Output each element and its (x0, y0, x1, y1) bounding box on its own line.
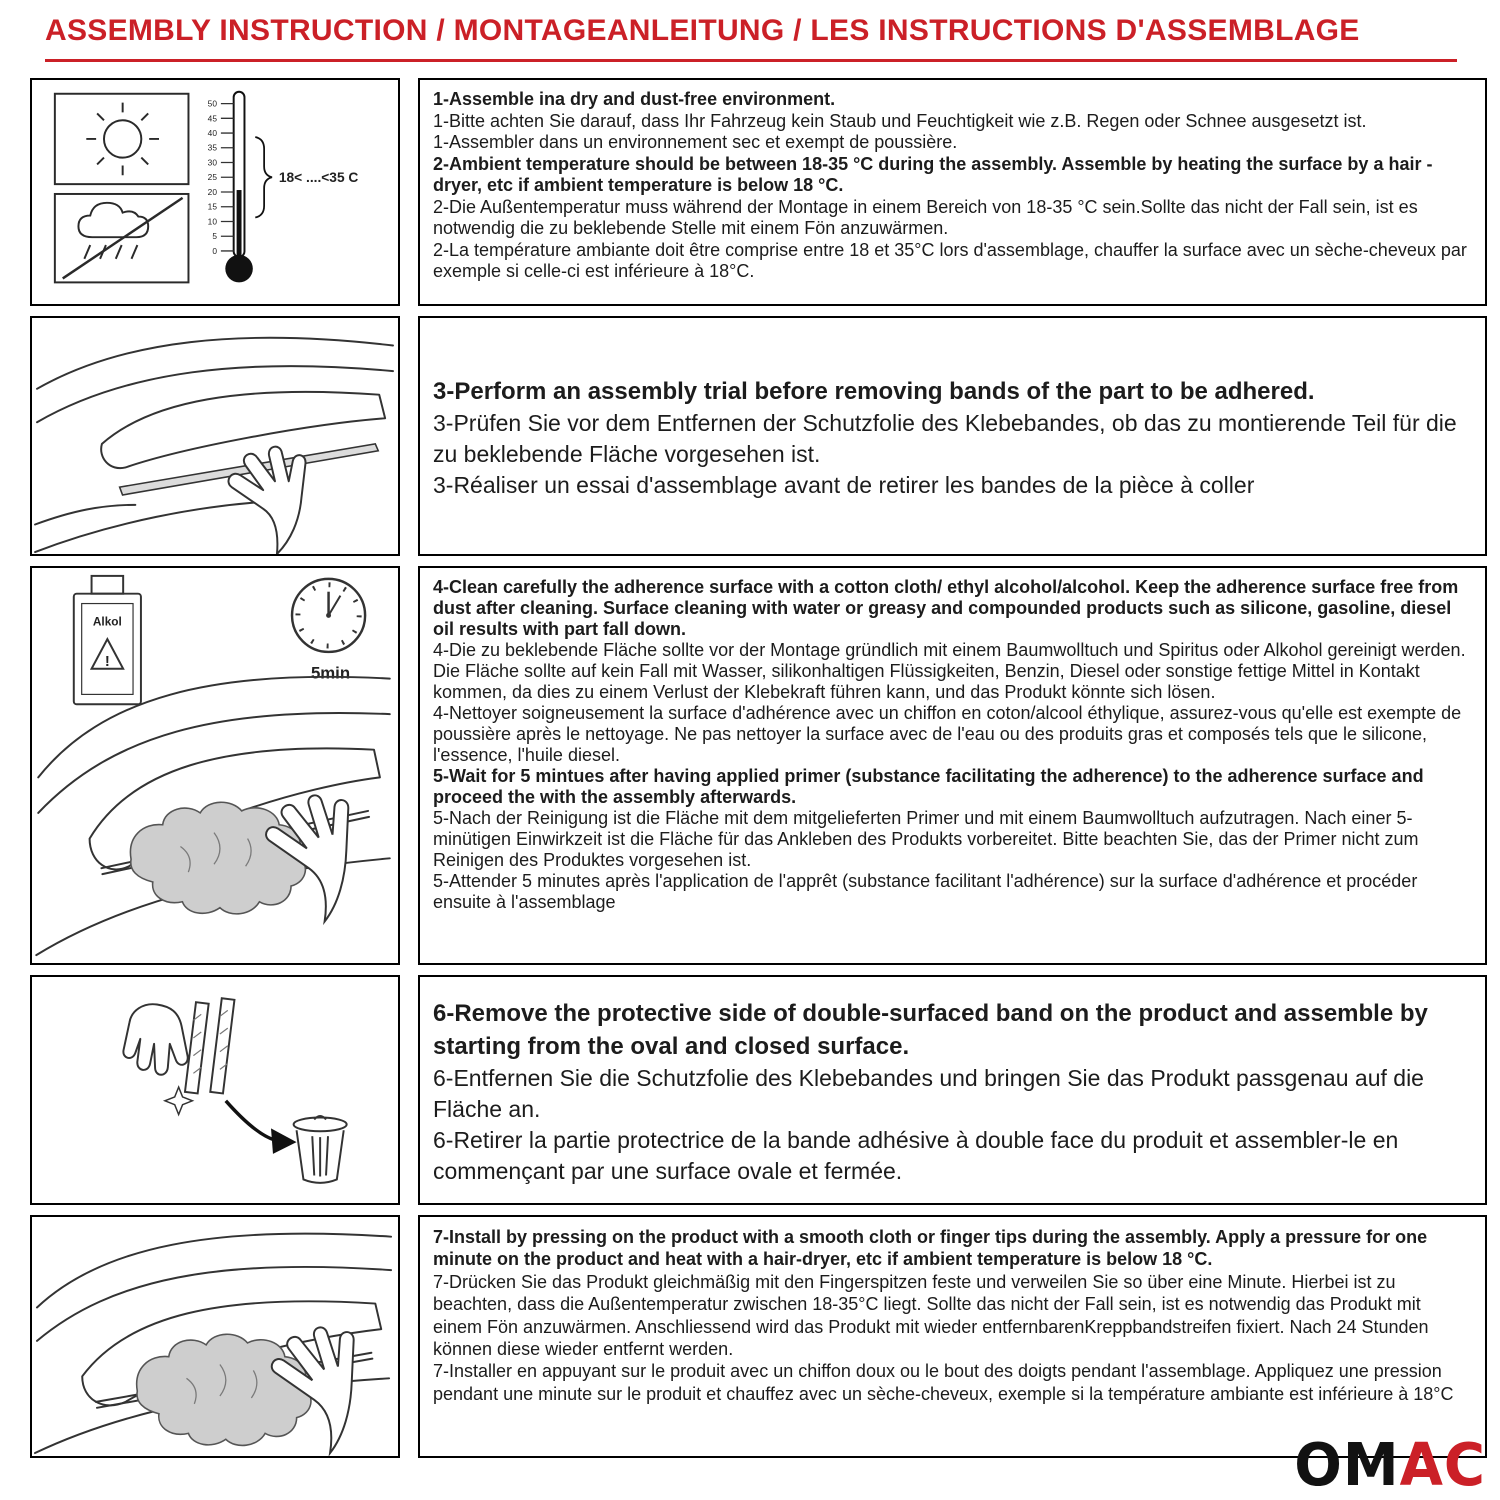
logo-text-black: OM (1294, 1431, 1400, 1500)
step-3-fr: 3-Réaliser un essai d'assemblage avant de retirer les bandes de la pièce à coller (433, 471, 1255, 498)
press-install-illustration (32, 1217, 398, 1456)
title-underline (45, 59, 1457, 62)
step-5-en: 5-Wait for 5 mintues after having applied primer (substance facilitating the adherence) to the adherence surface and proceed the with the assembly afterwards. (433, 766, 1424, 807)
scale-50: 50 (207, 98, 217, 109)
step-2-fr: 2-La température ambiante doit être comprise entre 18 et 35°C lors d'assemblage, chauffer la surface avec un sèche-cheveux par exemple si celle-ci est inférieure à 18°C. (433, 239, 1467, 281)
clock-label: 5min (310, 663, 351, 683)
trial-fit-illustration (32, 318, 398, 554)
thermometer-icon (208, 92, 359, 283)
rain-cloud-icon (78, 203, 148, 237)
figure-remove-band (30, 975, 400, 1205)
scale-15: 15 (207, 201, 217, 212)
section-press-install (30, 1215, 1487, 1458)
omac-logo (1294, 1431, 1486, 1499)
section-environment (30, 78, 1487, 306)
step-1-de: 1-Bitte achten Sie darauf, dass Ihr Fahrzeug kein Staub und Feuchtigkeit wie z.B. Regen oder Schnee ausgesetzt ist. (433, 110, 1367, 131)
text-clean-primer (418, 566, 1487, 965)
step-5-de: 5-Nach der Reinigung ist die Fläche mit dem mitgelieferten Primer und mit einem Baumwolltuch aufzutragen. Nach einer 5-minütigen Einwirkzeit ist die Fläche für das Ankleben des Produkts vorbereitet. Bitte beachten Sie, das der Primer nicht zum Reinigen des Produktes vorgesehen ist. (433, 808, 1419, 870)
scale-20: 20 (207, 186, 217, 197)
clock-icon (292, 579, 365, 652)
roof-line (37, 338, 393, 389)
figure-assembly-trial (30, 316, 400, 556)
step-7-fr: 7-Installer en appuyant sur le produit avec un chiffon doux ou le bout des doigts pendant l'assemblage. Appliquez une pression pendant une minute sur le produit et chauffez avec un sèche-cheveux, exemple si la température ambiante est inférieure à 18°C (433, 1361, 1454, 1404)
step-7-de: 7-Drücken Sie das Produkt gleichmäßig mit den Fingerspitzen feste und verweilen Sie so über eine Minute. Hierbei ist zu beachten, dass die Außentemperatur zwischen 18-35°C liegt. Sollte das nicht der Fall sein, ist es notwendig das Produkt mit einem Fön anzuwärmen. Anschliessend wird das Produkt mit wieder entfernbarenKreppbandstreifen fixiert. Nach 24 Stunden können diese wieder entfernt werden. (433, 1271, 1429, 1360)
protective-band-1 (185, 1002, 209, 1093)
text-environment (418, 78, 1487, 306)
protective-band-2 (210, 998, 234, 1093)
step-2-de: 2-Die Außentemperatur muss während der Montage in einem Bereich von 18-35 °C sein.Sollte das nicht der Fall sein, ist es notwendig die zu beklebende Stelle mit einem Fön anzuwärmen. (433, 196, 1418, 238)
figure-clean-primer (30, 566, 400, 965)
text-press-install (418, 1215, 1487, 1458)
scale-5: 5 (212, 231, 217, 242)
step-4-de: 4-Die zu beklebende Fläche sollte vor der Montage gründlich mit einem Baumwolltuch und Spiritus oder Alkohol gereinigt werden. Die Fläche sollte auf kein Fall mit Wasser, silikonhaltigen Flüssigkeiten, Benzin, Diesel oder sonstige fettige Mittel in Kontakt kommen, da dies zu einem Verlust der Klebekraft führen kann, und das Produkt könnte sich lösen. (433, 640, 1466, 702)
trash-can-icon (294, 1116, 347, 1183)
section-remove-band (30, 975, 1487, 1205)
logo-text-red: AC (1399, 1431, 1486, 1500)
step-6-de: 6-Entfernen Sie die Schutzfolie des Klebebandes und bringen Sie das Produkt passgenau auf die Fläche an. (433, 1064, 1424, 1122)
cleaning-illustration (32, 568, 398, 963)
scale-40: 40 (207, 128, 217, 138)
page-title: ASSEMBLY INSTRUCTION / MONTAGEANLEITUNG / LES INSTRUCTIONS D'ASSEMBLAGE (45, 14, 1360, 47)
cloth-and-hand (137, 1327, 354, 1453)
text-assembly-trial (418, 316, 1487, 556)
arrow (226, 1101, 275, 1140)
hand-icon (123, 1004, 187, 1075)
step-4-fr: 4-Nettoyer soigneusement la surface d'adhérence avec un chiffon en coton/alcool éthylique, assurez-vous qu'elle est exempte de poussière après le nettoyage. Ne pas nettoyer la surface avec de l'eau ou des produits gras et composés tels que le silicone, l'essence, l'huile diesel. (433, 703, 1462, 765)
section-clean-primer (30, 566, 1487, 965)
step-2-en: 2-Ambient temperature should be between 18-35 °C during the assembly. Assemble by heating the surface by a hair -dryer, etc if ambient temperature is below 18 °C. (433, 153, 1433, 195)
scale-10: 10 (207, 216, 217, 227)
step-3-de: 3-Prüfen Sie vor dem Entfernen der Schutzfolie des Klebebandes, ob das zu montierende Teil für die zu beklebende Fläche vorgesehen ist. (433, 409, 1457, 467)
scale-0: 0 (212, 245, 217, 256)
step-6-fr: 6-Retirer la partie protectrice de la bande adhésive à double face du produit et assembler-le en commençant par une surface ovale et fermée. (433, 1126, 1399, 1184)
step-6-en: 6-Remove the protective side of double-surfaced band on the product and assemble by starting from the oval and closed surface. (433, 999, 1428, 1060)
scale-30: 30 (207, 157, 217, 168)
step-7-en: 7-Install by pressing on the product with a smooth cloth or finger tips during the assembly. Apply a pressure for one minute on the product and heat with a hair-dryer, etc if ambient temperature is below 18 °C. (433, 1227, 1428, 1270)
section-assembly-trial (30, 316, 1487, 556)
cloth-and-hand (130, 795, 348, 921)
figure-environment (30, 78, 400, 306)
step-1-fr: 1-Assembler dans un environnement sec et exempt de poussière. (433, 132, 958, 152)
sun-icon (104, 120, 141, 157)
figure-press-install (30, 1215, 400, 1458)
bottle-label: Alkol (92, 614, 122, 629)
arrow-head (271, 1128, 297, 1154)
step-1-en: 1-Assemble ina dry and dust-free environment. (433, 89, 836, 109)
band-removal-illustration (32, 977, 398, 1203)
step-3-en: 3-Perform an assembly trial before removing bands of the part to be adhered. (433, 377, 1315, 405)
scale-35: 35 (207, 142, 217, 153)
step-4-en: 4-Clean carefully the adherence surface with a cotton cloth/ ethyl alcohol/alcohol. Keep the adherence surface free from dust after cleaning. Surface cleaning with water or greasy and compounded products such as silicone, gasoline, diesel oil results with part fall down. (433, 577, 1459, 639)
environment-temperature-illustration (32, 80, 398, 304)
step-5-fr: 5-Attender 5 minutes après l'application de l'apprêt (substance facilitant l'adhérence) sur la surface d'adhérence et procéder ensuite à l'assemblage (433, 871, 1418, 912)
range-bracket (255, 137, 272, 218)
scale-25: 25 (207, 172, 217, 183)
scale-45: 45 (207, 113, 217, 124)
temperature-range-label: 18< ....<35 C (278, 170, 359, 186)
text-remove-band (418, 975, 1487, 1205)
warning-mark: ! (104, 653, 110, 670)
